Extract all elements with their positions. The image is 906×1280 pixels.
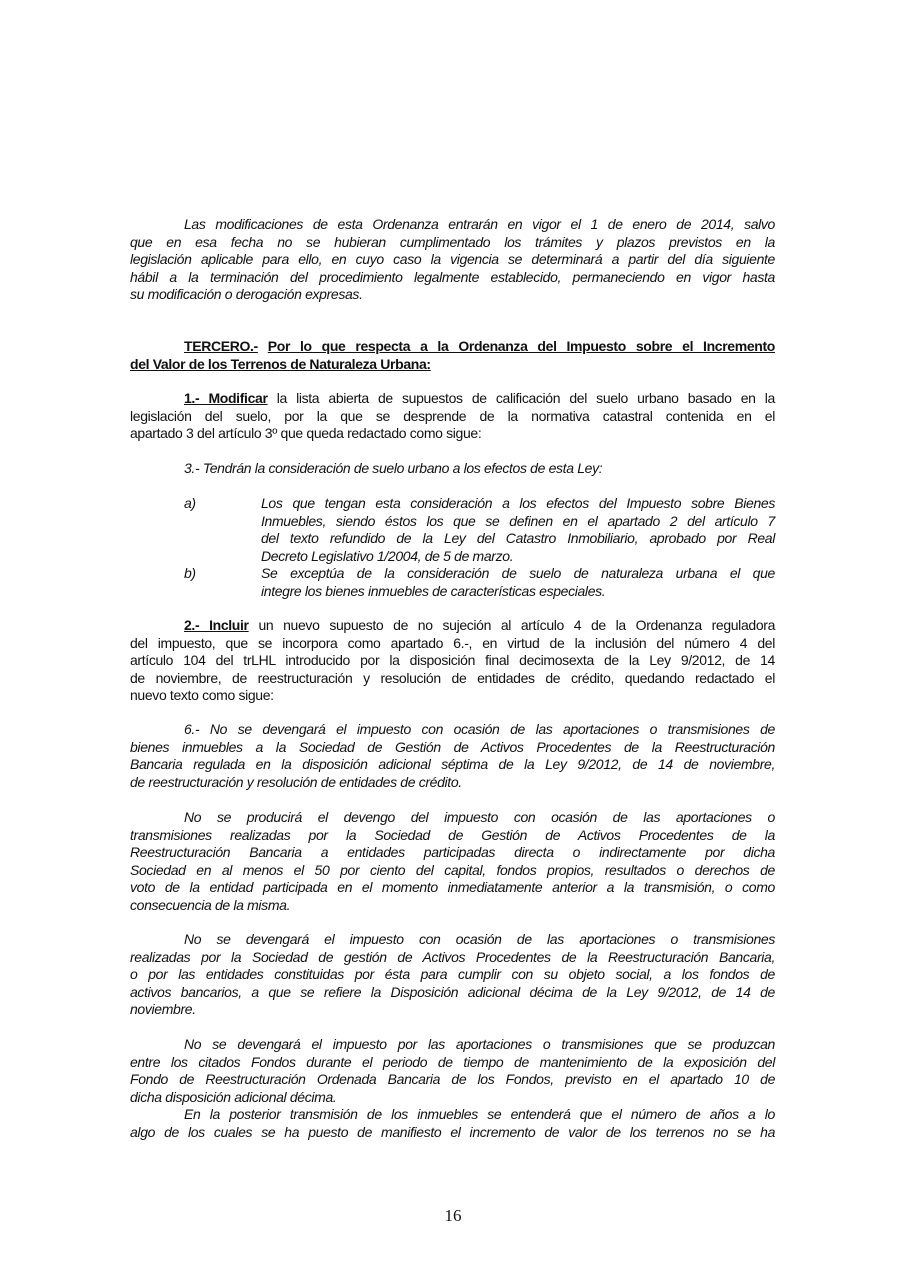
text-run: algo de los cuales se ha puesto de manifiesto el incremento de valor de los terrenos no se ha	[130, 1123, 775, 1140]
text-line	[130, 1036, 775, 1054]
text-run: 6.- No se devengará el impuesto con ocasión de las aportaciones o transmisiones de	[184, 721, 775, 737]
text-line: Los que tengan esta consideración a los efectos del Impuesto sobre Bienes	[261, 495, 775, 511]
text-line	[130, 984, 775, 1002]
text-line	[130, 879, 775, 897]
p-devengo-participadas	[130, 809, 775, 914]
p-fondos-activos	[130, 931, 775, 1019]
text-run: activos bancarios, a que se refiere la Disposición adicional décima de la Ley 9/2012, de 14 de	[130, 983, 775, 1000]
p-modificar	[130, 390, 775, 443]
text-run: bienes inmuebles a la Sociedad de Gestión de Activos Procedentes de la Reestructuración	[130, 738, 775, 755]
heading-tercero	[130, 338, 775, 373]
text-run: entre los citados Fondos durante el periodo de tiempo de mantenimiento de la exposición del	[130, 1053, 775, 1070]
text-line	[130, 809, 775, 827]
p-entre-fondos	[130, 1036, 775, 1106]
text-run: Reestructuración Bancaria a entidades participadas directa o indirectamente por dicha	[130, 844, 775, 860]
text-line	[130, 356, 775, 374]
text-line	[130, 966, 775, 984]
text-line	[130, 1106, 775, 1124]
p-vigencia	[130, 216, 775, 304]
text-line	[130, 844, 775, 862]
text-line: Se exceptúa de la consideración de suelo de naturaleza urbana el que	[261, 565, 775, 581]
text-line: integre los bienes inmuebles de características especiales.	[261, 582, 606, 599]
text-line	[130, 1054, 775, 1072]
text-run: su modificación o derogación expresas.	[130, 286, 363, 302]
text-run: consecuencia de la misma.	[130, 896, 291, 913]
text-line	[130, 931, 775, 949]
text-run	[258, 338, 268, 354]
text-run: legislación aplicable para ello, en cuyo caso la vigencia se determinará a partir del día siguiente	[130, 251, 775, 267]
text-line	[130, 1124, 775, 1142]
text-line	[130, 652, 775, 670]
list-item-label: b)	[184, 565, 196, 581]
text-line	[130, 216, 775, 234]
text-line: Inmuebles, siendo éstos los que se definen en el apartado 2 del artículo 7	[261, 512, 775, 529]
text-line	[130, 635, 775, 653]
text-run: dicha disposición adicional décima.	[130, 1088, 337, 1105]
text-run: un nuevo supuesto de no sujeción al artículo 4 de la Ordenanza reguladora	[248, 617, 776, 633]
text-run: realizadas por la Sociedad de gestión de Activos Procedentes de la Reestructuración Bancaria,	[130, 948, 775, 965]
text-run: Las modificaciones de esta Ordenanza entrarán en vigor el 1 de enero de 2014, salvo	[184, 216, 775, 232]
p-apartado-3	[130, 460, 775, 478]
text-run: Bancaria regulada en la disposición adicional séptima de la Ley 9/2012, de 14 de noviembre,	[130, 756, 775, 772]
text-line	[130, 897, 775, 915]
text-line	[130, 390, 775, 408]
text-line	[130, 251, 775, 269]
text-line	[130, 269, 775, 287]
list-item	[130, 495, 775, 565]
text-line: del texto refundido de la Ley del Catastro Inmobiliario, aprobado por Real	[261, 530, 775, 546]
text-line	[130, 949, 775, 967]
text-line	[130, 408, 775, 426]
text-run: Sociedad en al menos el 50 por ciento del capital, fondos propios, resultados o derechos de	[130, 861, 775, 878]
text-run: nuevo texto como sigue:	[130, 687, 274, 703]
text-run: Fondo de Reestructuración Ordenada Bancaria de los Fondos, previsto en el apartado 10 de	[130, 1071, 775, 1087]
text-line	[130, 862, 775, 880]
text-line	[130, 756, 775, 774]
text-run: del impuesto, que se incorpora como apartado 6.-, en virtud de la inclusión del número 4 del	[130, 634, 775, 651]
text-run: la lista abierta de supuestos de calificación del suelo urbano basado en la	[267, 390, 775, 406]
text-run: legislación del suelo, por la que se desprende de la normativa catastral contenida en el	[130, 407, 775, 424]
text-run: noviembre.	[130, 1001, 196, 1017]
text-run: transmisiones realizadas por la Sociedad de Gestión de Activos Procedentes de la	[130, 826, 775, 843]
emphasis-run: 2.- Incluir	[184, 617, 249, 633]
text-run: 3.- Tendrán la consideración de suelo urbano a los efectos de esta Ley:	[184, 460, 603, 476]
text-run: que en esa fecha no se hubieran cumplimentado los trámites y plazos previstos en la	[130, 233, 775, 250]
text-run: No se devengará el impuesto con ocasión de las aportaciones o transmisiones	[184, 931, 775, 947]
text-line	[130, 617, 775, 635]
text-line	[130, 338, 775, 356]
text-run: apartado 3 del artículo 3º que queda redactado como sigue:	[130, 425, 482, 441]
text-line	[130, 286, 775, 304]
definition-list	[130, 495, 775, 600]
text-line	[130, 460, 775, 478]
list-item-label: a)	[184, 495, 196, 511]
text-line: Decreto Legislativo 1/2004, de 5 de marzo.	[261, 547, 514, 564]
text-run: voto de la entidad participada en el momento inmediatamente anterior a la transmisión, o como	[130, 879, 775, 895]
emphasis-run: TERCERO.-	[184, 338, 258, 354]
text-run: No se producirá el devengo del impuesto con ocasión de las aportaciones o	[184, 809, 775, 825]
text-run: o por las entidades constituidas por ésta para cumplir con su objeto social, a los fondos de	[130, 966, 775, 982]
text-line	[130, 739, 775, 757]
text-line	[130, 827, 775, 845]
emphasis-run: 1.- Modificar	[184, 390, 268, 406]
text-run: de noviembre, de reestructuración y resolución de entidades de crédito, quedando redactado el	[130, 669, 775, 686]
emphasis-run: del Valor de los Terrenos de Naturaleza Urbana:	[130, 355, 431, 372]
text-line	[130, 687, 775, 705]
page-number: 16	[444, 1206, 462, 1225]
text-line	[130, 1001, 775, 1019]
text-line	[130, 234, 775, 252]
text-run: artículo 104 del trLHL introducido por la disposición final decimosexta de la Ley 9/2012, de 14	[130, 652, 775, 668]
list-item	[130, 565, 775, 600]
text-line	[130, 1071, 775, 1089]
text-line	[130, 425, 775, 443]
text-line	[130, 721, 775, 739]
text-run: No se devengará el impuesto por las aportaciones o transmisiones que se produzcan	[184, 1036, 775, 1052]
text-run: de reestructuración y resolución de entidades de crédito.	[130, 773, 462, 790]
text-line	[130, 774, 775, 792]
text-run: En la posterior transmisión de los inmuebles se entenderá que el número de años a lo	[184, 1106, 775, 1122]
text-line	[130, 1089, 775, 1107]
p-apartado-6	[130, 721, 775, 791]
text-run: hábil a la terminación del procedimiento legalmente establecido, permaneciendo en vigor hasta	[130, 268, 775, 285]
emphasis-run: Por lo que respecta a la Ordenanza del Impuesto sobre el Incremento	[267, 338, 775, 354]
p-incluir	[130, 617, 775, 705]
text-line	[130, 670, 775, 688]
p-posterior-transmision	[130, 1106, 775, 1141]
